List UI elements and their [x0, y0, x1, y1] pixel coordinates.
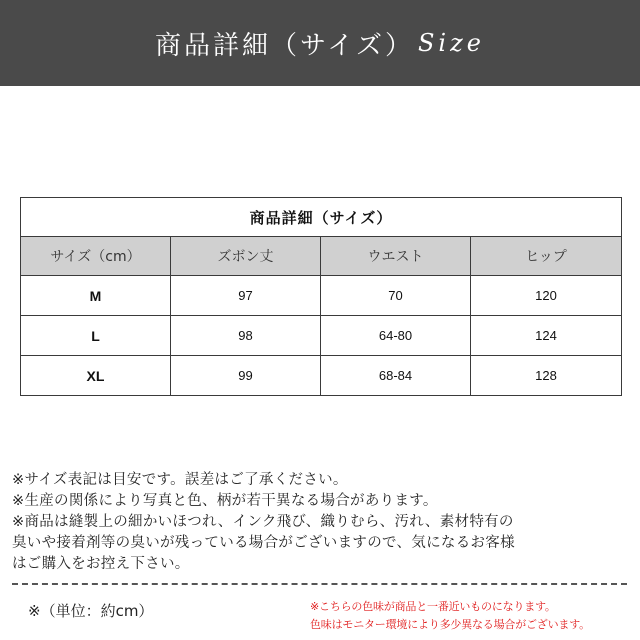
note-line: ※サイズ表記は目安です。誤差はご了承ください。 [12, 472, 348, 488]
cell-hip: 128 [471, 356, 622, 396]
unit-note: ※（単位：約cm） [28, 602, 154, 620]
table-row [21, 316, 622, 356]
cell-waist: 64-80 [321, 316, 471, 356]
note-line: ※商品は縫製上の細かいほつれ、インク飛び、織りむら、汚れ、素材特有の [12, 514, 514, 530]
cell-hip: 120 [471, 276, 622, 316]
cell-size: L [21, 316, 171, 356]
title-banner [0, 0, 640, 86]
cell-size: XL [21, 356, 171, 396]
cell-waist: 68-84 [321, 356, 471, 396]
cell-length: 99 [171, 356, 321, 396]
cell-length: 98 [171, 316, 321, 356]
cell-size: M [21, 276, 171, 316]
header-hip: ヒップ [471, 237, 622, 276]
header-size: サイズ（cm） [21, 237, 171, 276]
table-row [21, 356, 622, 396]
size-table [20, 197, 622, 396]
table-header-row [21, 237, 622, 276]
note-line: はご購入をお控え下さい。 [12, 556, 190, 572]
banner-title: 商品詳細（サイズ） [155, 30, 414, 61]
color-note [310, 598, 635, 634]
table-row [21, 276, 622, 316]
note-line: 臭いや接着剤等の臭いが残っている場合がございますので、気になるお客様 [12, 535, 515, 551]
dashed-divider [12, 583, 627, 585]
header-length: ズボン丈 [171, 237, 321, 276]
color-note-line: ※こちらの色味が商品と一番近いものになります。 [310, 600, 556, 613]
note-line: ※生産の関係により写真と色、柄が若干異なる場合があります。 [12, 493, 438, 509]
banner-title-en: Size [417, 29, 485, 57]
header-waist: ウエスト [321, 237, 471, 276]
color-note-line: 色味はモニター環境により多少異なる場合がございます。 [310, 618, 590, 631]
cell-length: 97 [171, 276, 321, 316]
cell-hip: 124 [471, 316, 622, 356]
table-caption: 商品詳細（サイズ） [21, 198, 622, 237]
cell-waist: 70 [321, 276, 471, 316]
notes-block [12, 470, 632, 575]
